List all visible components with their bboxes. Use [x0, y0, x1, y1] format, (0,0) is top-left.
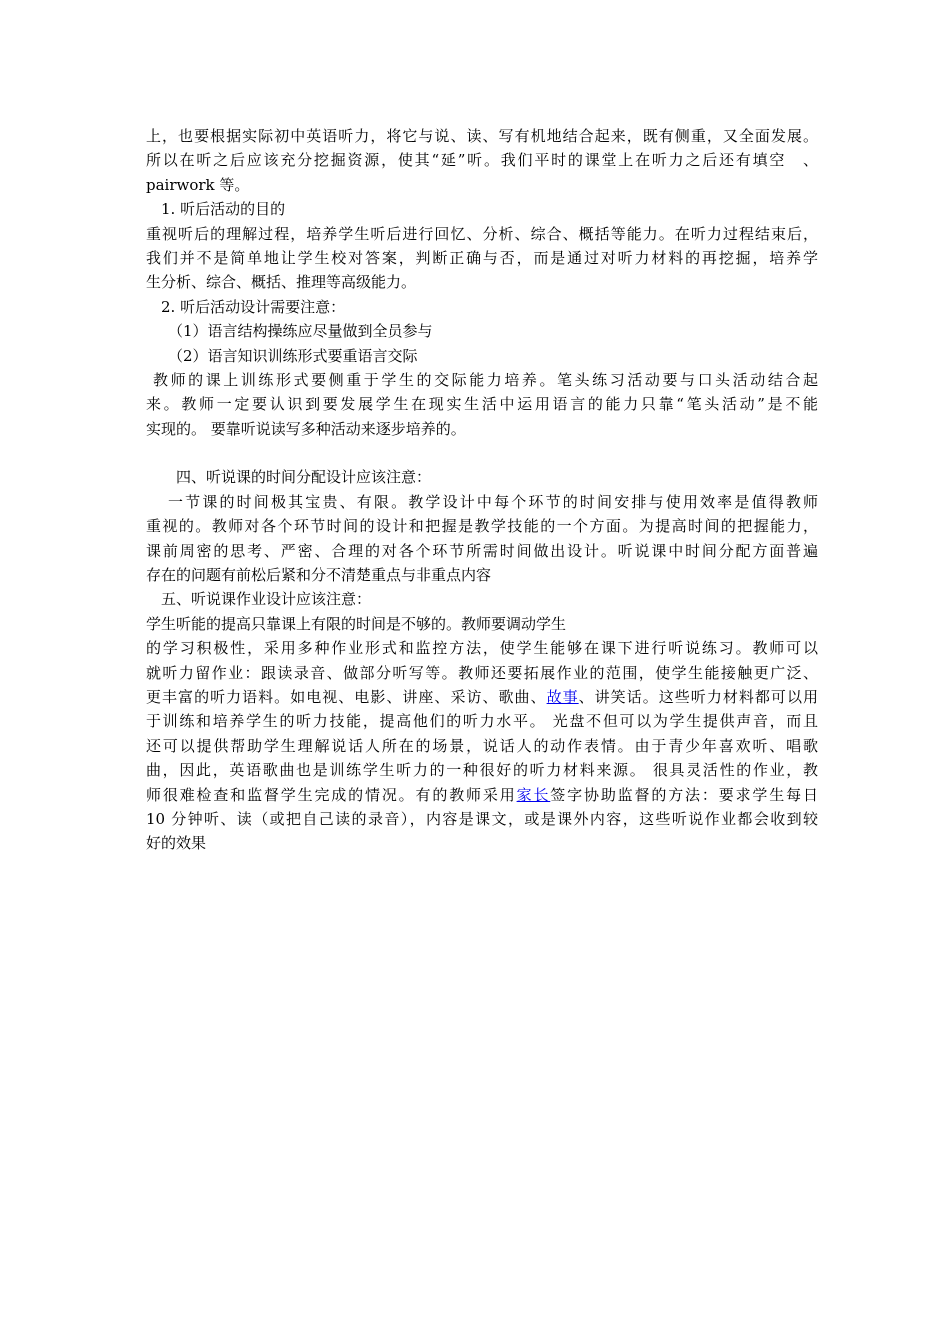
paragraph-line: 10 分钟听、读（或把自己读的录音），内容是课文，或是课外内容，这些听说作业都会收到较	[146, 809, 818, 828]
paragraph-line	[146, 783, 818, 807]
text-run: 、讲笑话。这些听力材料都可以用	[578, 687, 818, 706]
paragraph-line: 还可以提供帮助学生理解说话人所在的场景，说话人的动作表情。由于青少年喜欢听、唱歌	[146, 736, 818, 755]
paragraph-line: 就听力留作业：跟读录音、做部分听写等。教师还要拓展作业的范围，使学生能接触更广泛、	[146, 663, 818, 682]
paragraph-line: 于训练和培养学生的听力技能，提高他们的听力水平。 光盘不但可以为学生提供声音，而且	[146, 712, 818, 731]
paragraph-line: 存在的问题有前松后紧和分不清楚重点与非重点内容	[146, 566, 492, 585]
paragraph-line: 来。教师一定要认识到要发展学生在现实生活中运用语言的能力只靠“笔头活动”是不能	[146, 395, 818, 414]
section-heading-4: 四、听说课的时间分配设计应该注意：	[176, 468, 432, 487]
section-heading-5: 五、听说课作业设计应该注意：	[161, 590, 372, 609]
paragraph-line: 学生听能的提高只靠课上有限的时间是不够的。教师要调动学生	[146, 614, 567, 633]
paragraph-line: 重视听后的理解过程，培养学生听后进行回忆、分析、综合、概括等能力。在听力过程结束后，	[146, 224, 818, 243]
paragraph-line: 实现的。 要靠听说读写多种活动来逐步培养的。	[146, 419, 466, 438]
paragraph-line: 生分析、综合、概括、推理等高级能力。	[146, 273, 417, 292]
paragraph-line: 我们并不是简单地让学生校对答案，判断正确与否，而是通过对听力材料的再挖掘，培养学	[146, 248, 818, 267]
paragraph-line: 曲，因此，英语歌曲也是训练学生听力的一种很好的听力材料来源。 很具灵活性的作业，教	[146, 761, 818, 780]
paragraph-line: 重视的。教师对各个环节时间的设计和把握是教学技能的一个方面。为提高时间的把握能力，	[146, 517, 818, 536]
text-run: 师很难检查和监督学生完成的情况。有的教师采用	[146, 785, 517, 804]
subheading-notes: 2. 听后活动设计需要注意：	[161, 297, 346, 316]
paragraph-line: 一节课的时间极其宝贵、有限。教学设计中每个环节的时间安排与使用效率是值得教师	[168, 492, 818, 511]
text-run: 签字协助监督的方法：要求学生每日	[550, 785, 818, 804]
list-item: （1）语言结构操练应尽量做到全员参与	[168, 322, 433, 341]
parent-link[interactable]: 家长	[516, 785, 551, 804]
paragraph-line: 教师的课上训练形式要侧重于学生的交际能力培养。笔头练习活动要与口头活动结合起	[153, 370, 818, 389]
list-item: （2）语言知识训练形式要重语言交际	[168, 346, 418, 365]
paragraph-line: 所以在听之后应该充分挖掘资源，使其“延”听。我们平时的课堂上在听力之后还有填空 、	[146, 151, 818, 170]
text-run: 更丰富的听力语料。如电视、电影、讲座、采访、歌曲、	[146, 687, 547, 706]
subheading-purpose: 1. 听后活动的目的	[161, 200, 286, 219]
paragraph-line: 的学习积极性，采用多种作业形式和监控方法，使学生能够在课下进行听说练习。教师可以	[146, 639, 818, 658]
paragraph-line: pairwork 等。	[146, 175, 250, 194]
story-link[interactable]: 故事	[546, 687, 579, 706]
paragraph-line: 好的效果	[146, 834, 207, 853]
document-body	[146, 124, 818, 856]
paragraph-line: 课前周密的思考、严密、合理的对各个环节所需时间做出设计。听说课中时间分配方面普遍	[146, 541, 818, 560]
paragraph-line: 上，也要根据实际初中英语听力，将它与说、读、写有机地结合起来，既有侧重，又全面发展。	[146, 127, 818, 145]
blank-line	[146, 441, 818, 465]
paragraph-line	[146, 685, 818, 709]
